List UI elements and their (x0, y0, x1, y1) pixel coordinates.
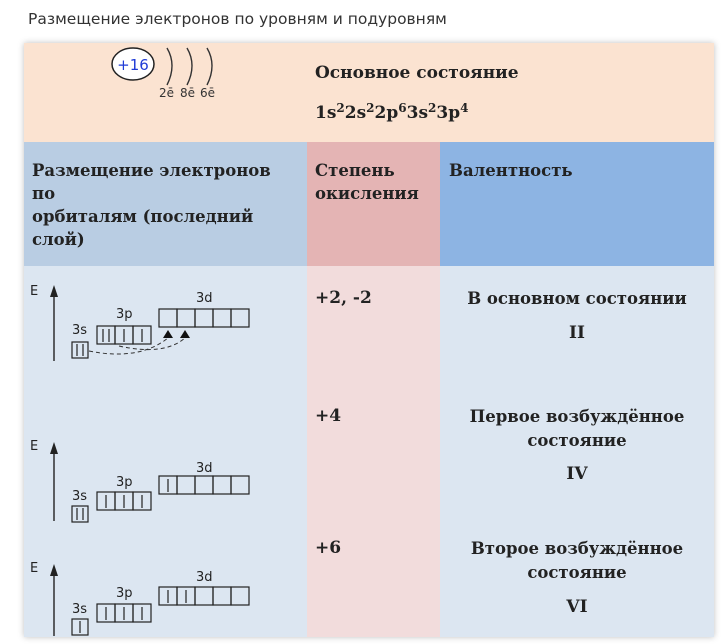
orbital-diagram-first-excited (29, 436, 254, 526)
nucleus-label: +16 (117, 56, 149, 74)
d-orbitals (159, 587, 249, 605)
p-orbitals (97, 492, 151, 510)
s-orbital (72, 342, 88, 358)
energy-label: E (30, 439, 39, 454)
header-valence (440, 142, 714, 266)
energy-axis-arrow (50, 564, 58, 576)
s-label: 3s (72, 489, 88, 504)
energy-axis-arrow (50, 285, 58, 297)
config-part: 2s (344, 103, 367, 123)
energy-label: E (30, 284, 39, 299)
header-valence-text: Валентность (449, 161, 573, 180)
s-label: 3s (72, 323, 88, 338)
config-part: 3p (436, 103, 461, 123)
shell-label-3: 6ē (200, 86, 216, 100)
valence-value-2: IV (566, 464, 588, 484)
config-sup: 6 (398, 101, 407, 115)
d-label: 3d (196, 570, 213, 585)
p-label: 3p (116, 586, 133, 601)
header-orbitals (24, 142, 307, 266)
state-description-1: В основном состоянии (467, 289, 687, 308)
ground-state-row (24, 43, 714, 142)
config-part: 3s (406, 103, 429, 123)
oxidation-state-2: +4 (315, 406, 342, 426)
p-label: 3p (116, 475, 133, 490)
header-oxidation (307, 142, 440, 266)
d-orbitals (159, 309, 249, 327)
config-sup: 2 (336, 101, 345, 115)
ground-state-title: Основное состояние (315, 63, 519, 83)
page-caption: Размещение электронов по уровням и подуровням (28, 10, 447, 28)
electron-configuration (315, 101, 468, 123)
atom-diagram (104, 45, 224, 100)
shell-label-2: 8ē (180, 86, 196, 100)
config-sup: 4 (460, 101, 469, 115)
transition-arrowhead (180, 330, 190, 338)
s-orbital (72, 506, 88, 522)
energy-axis-arrow (50, 442, 58, 454)
d-orbitals (159, 476, 249, 494)
header-row (24, 142, 714, 266)
p-label: 3p (116, 307, 133, 322)
shell-arc-2 (187, 48, 192, 85)
config-part: 1s (315, 103, 337, 123)
transition-curve (89, 338, 168, 354)
valence-value-3: VI (566, 597, 588, 617)
header-orbitals-text: Размещение электронов по орбиталям (последний слой) (32, 161, 271, 249)
orbital-diagram-second-excited (29, 558, 254, 638)
energy-label: E (30, 561, 39, 576)
transition-arrowhead (163, 330, 173, 338)
state-description-2: Первое возбуждённое состояние (469, 407, 685, 450)
orbital-diagram-ground (29, 281, 254, 366)
oxidation-state-1: +2, -2 (315, 288, 372, 308)
valence-value-1: II (569, 323, 585, 343)
shell-arc-3 (207, 48, 212, 85)
oxidation-state-3: +6 (315, 538, 342, 558)
config-sup: 2 (366, 101, 375, 115)
table-body (24, 266, 714, 637)
s-orbital (72, 619, 88, 635)
header-oxidation-text: Степень окисления (315, 161, 419, 203)
d-label: 3d (196, 461, 213, 476)
s-label: 3s (72, 602, 88, 617)
electron-table (24, 43, 714, 637)
d-label: 3d (196, 291, 213, 306)
shell-arc-1 (167, 48, 172, 85)
p-orbitals (97, 604, 151, 622)
state-description-3: Второе возбуждённое состояние (470, 539, 684, 582)
oxidation-column (307, 266, 440, 637)
config-sup: 2 (428, 101, 437, 115)
shell-label-1: 2ē (159, 86, 175, 100)
config-part: 2p (374, 103, 399, 123)
p-orbitals (97, 326, 151, 344)
